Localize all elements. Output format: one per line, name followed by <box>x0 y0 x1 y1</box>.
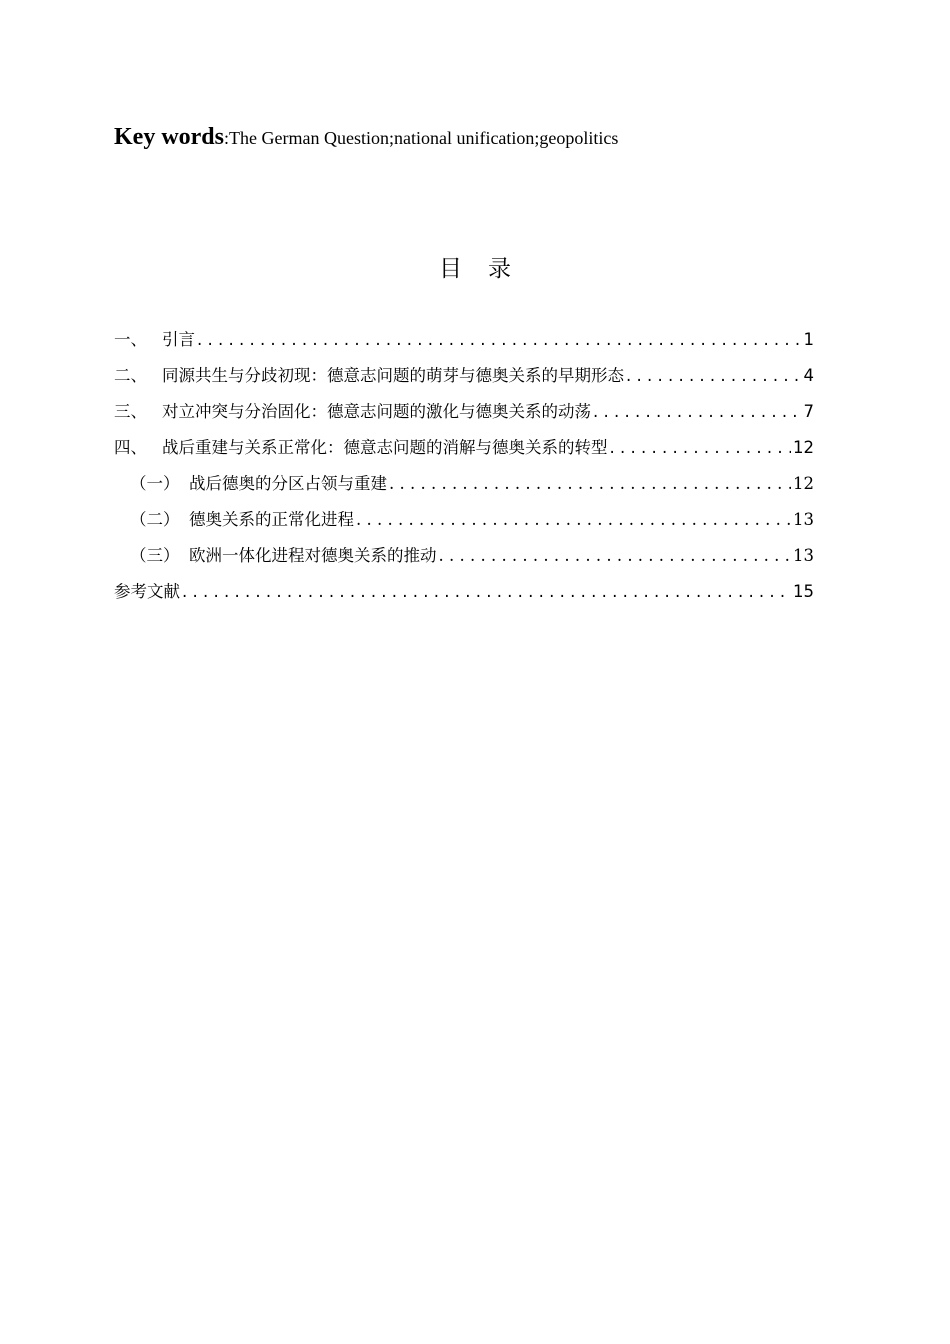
toc-dot-leader <box>439 538 792 574</box>
toc-entry-page: 13 <box>793 510 814 529</box>
table-of-contents <box>114 322 814 610</box>
toc-entry[interactable] <box>114 538 814 574</box>
toc-entry-title: 战后重建与关系正常化：德意志问题的消解与德奥关系的转型 <box>162 438 608 457</box>
toc-entry[interactable] <box>114 502 814 538</box>
toc-entry[interactable] <box>114 574 814 610</box>
toc-entry-number: （三） <box>130 546 180 565</box>
toc-entry-page: 4 <box>803 366 814 385</box>
toc-entry-number: 一、 <box>114 330 147 349</box>
toc-entry-page: 1 <box>803 330 814 349</box>
toc-entry-number: 四、 <box>114 438 147 457</box>
toc-dot-leader <box>593 394 802 430</box>
toc-entry[interactable] <box>114 358 814 394</box>
toc-entry-title: 欧洲一体化进程对德奥关系的推动 <box>189 546 437 565</box>
toc-title: 目录 <box>439 256 537 282</box>
toc-entry-page: 12 <box>793 438 814 457</box>
toc-entry-title: 战后德奥的分区占领与重建 <box>189 474 387 493</box>
toc-entry-title: 同源共生与分歧初现：德意志问题的萌芽与德奥关系的早期形态 <box>162 366 624 385</box>
toc-entry-page: 15 <box>793 582 814 601</box>
toc-entry-number: （二） <box>130 510 180 529</box>
toc-entry-number: 二、 <box>114 366 147 385</box>
toc-entry[interactable] <box>114 322 814 358</box>
toc-dot-leader <box>626 358 802 394</box>
toc-dot-leader <box>182 574 791 610</box>
toc-dot-leader <box>356 502 791 538</box>
toc-entry-number: （一） <box>130 474 180 493</box>
keywords-text: The German Question;national unification;geopolitics <box>229 128 619 148</box>
toc-entry-title: 引言 <box>162 330 195 349</box>
toc-entry-title: 参考文献 <box>114 582 180 601</box>
toc-entry-number: 三、 <box>114 402 147 421</box>
keywords-label: Key words <box>114 124 224 150</box>
keywords-line <box>114 124 834 151</box>
toc-entry[interactable] <box>114 466 814 502</box>
toc-entry-page: 7 <box>803 402 814 421</box>
toc-entry[interactable] <box>114 394 814 430</box>
toc-entry-title: 德奥关系的正常化进程 <box>189 510 354 529</box>
toc-dot-leader <box>610 430 792 466</box>
toc-dot-leader <box>197 322 802 358</box>
toc-dot-leader <box>389 466 791 502</box>
toc-entry-page: 12 <box>793 474 814 493</box>
toc-entry[interactable] <box>114 430 814 466</box>
toc-entry-page: 13 <box>793 546 814 565</box>
keywords-separator: : <box>224 128 230 148</box>
toc-entry-title: 对立冲突与分治固化：德意志问题的激化与德奥关系的动荡 <box>162 402 591 421</box>
